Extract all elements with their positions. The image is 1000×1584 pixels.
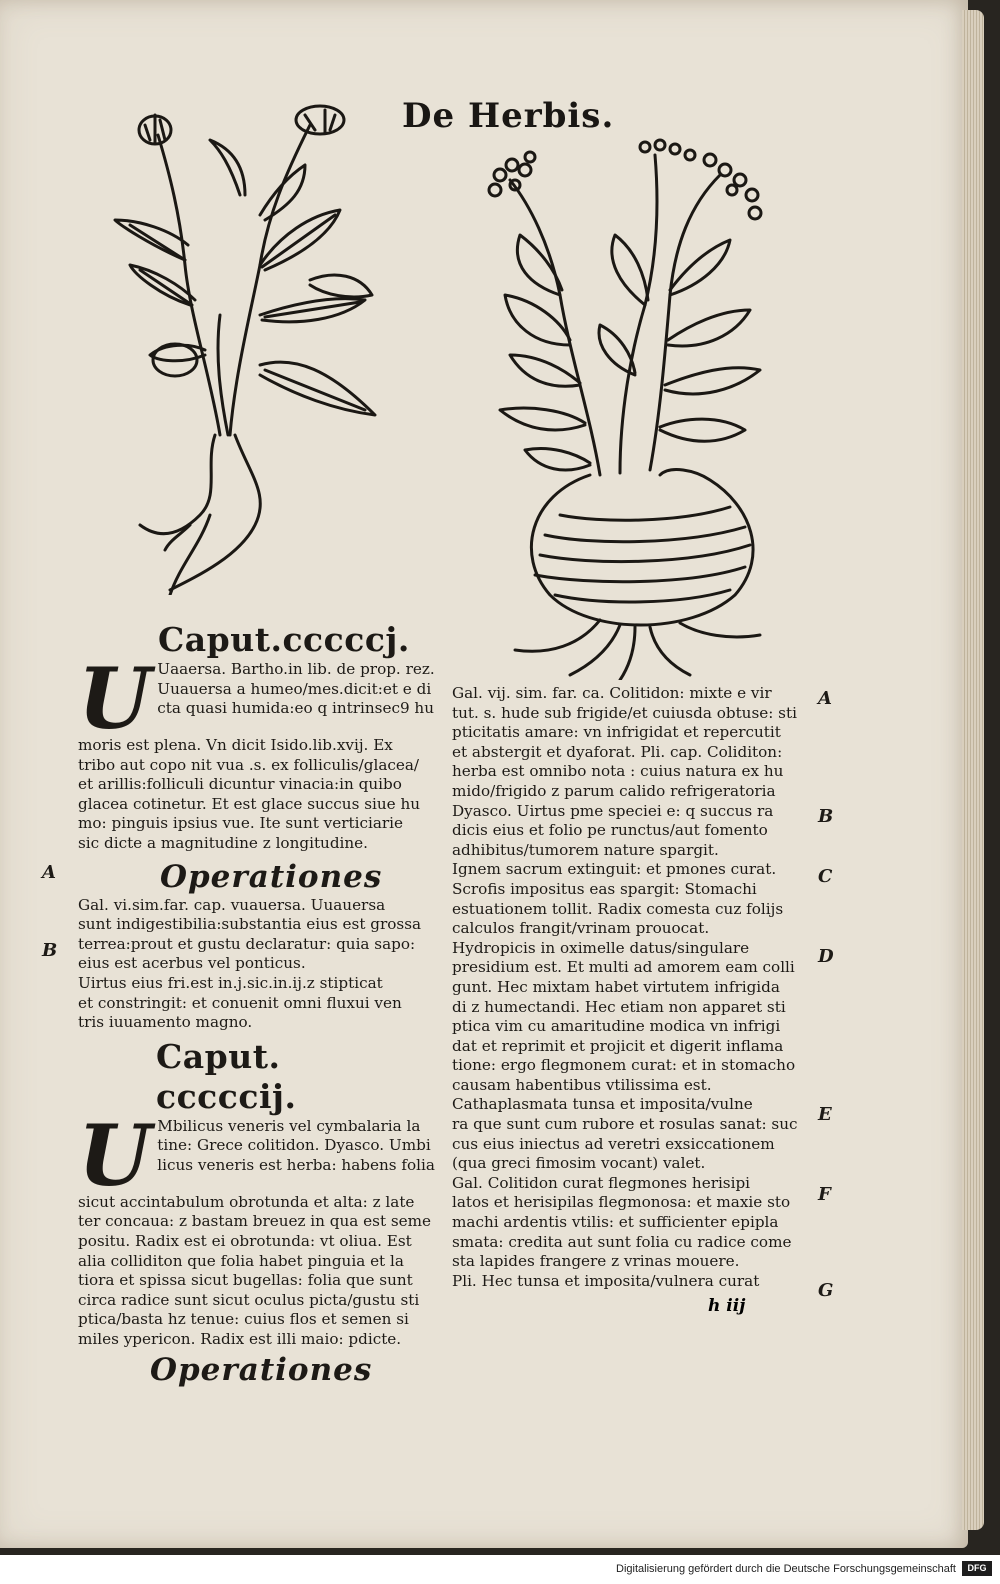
text-line: tris iuuamento magno. [78, 1013, 253, 1032]
margin-letter-right-e: E [818, 1104, 832, 1125]
text-line: herba est omnibo nota : cuius natura ex hu [452, 762, 784, 781]
text-line: sicut accintabulum obrotunda et alta: z late [78, 1192, 415, 1211]
woodcut-plant-right [470, 135, 780, 680]
left-column [78, 620, 435, 1389]
margin-letter-right-c: C [818, 866, 833, 887]
margin-letter-right-a: A [818, 688, 832, 709]
text-line: alia colliditon que folia habet pinguia et la [78, 1251, 404, 1270]
text-line: Hydropicis in oximelle datus/singulare [452, 938, 750, 957]
text-line: tut. s. hude sub frigide/et cuiusda obtuse: sti [452, 703, 797, 722]
text-line: glacea cotinetur. Et est glace succus siue hu [78, 794, 421, 813]
text-line: sic dicte a magnitudine z longitudine. [78, 833, 369, 852]
text-line: adhibitus/tumorem nature spargit. [452, 840, 719, 859]
operations-heading-2: Operationes [150, 1352, 373, 1389]
text-line: Gal. vi.sim.far. cap. vuauersa. Uuauersa [78, 895, 386, 914]
text-line: gunt. Hec mixtam habet virtutem infrigida [452, 977, 780, 996]
text-line: Pli. Hec tunsa et imposita/vulnera curat [452, 1271, 760, 1290]
text-line: ter concaua: z bastam breuez in qua est seme [78, 1212, 432, 1231]
margin-letter-left-a: A [42, 862, 56, 883]
text-line: di z humectandi. Hec etiam non apparet sti [452, 997, 786, 1016]
text-line: Uuauersa a humeo/mes.dicit:et e di [157, 679, 432, 698]
text-line: et constringit: et conuenit omni fluxui ven [78, 993, 402, 1012]
text-line: Cathaplasmata tunsa et imposita/vulne [452, 1095, 753, 1114]
text-line: eius est acerbus vel ponticus. [78, 954, 306, 973]
text-line: Scrofis impositus eas spargit: Stomachi [452, 879, 757, 898]
text-line: smata: credita aut sunt folia cu radice come [452, 1232, 792, 1251]
text-line: Dyasco. Uirtus pme speciei e: q succus ra [452, 801, 774, 820]
text-line: dicis eius et folio pe runctus/aut fomento [452, 821, 768, 840]
text-line: cus eius iniectus ad veretri exsiccationem [452, 1134, 775, 1153]
text-line: cta quasi humida:eo q intrinsec9 hu [157, 699, 434, 718]
text-line: estuationem tollit. Radix comesta cuz folijs [452, 899, 784, 918]
margin-letter-right-g: G [818, 1280, 834, 1301]
text-line: calculos frangit/vrinam prouocat. [452, 919, 710, 938]
text-line: sta lapides frangere z vrinas mouere. [452, 1252, 740, 1271]
text-line: dat et reprimit et projicit et digerit inflama [452, 1036, 784, 1055]
text-line: (qua greci fimosim vocant) valet. [452, 1154, 706, 1173]
signature-mark: h iij [708, 1296, 746, 1316]
text-line: tine: Grece colitidon. Dyasco. Umbi [157, 1136, 431, 1155]
right-column [452, 684, 802, 1291]
text-line: tione: ergo flegmonem curat: et in stomacho [452, 1056, 796, 1075]
text-line: mido/frigido z parum calido refrigeratoria [452, 781, 776, 800]
woodcut-plant-left [110, 95, 410, 595]
text-line: Mbilicus veneris vel cymbalaria la [157, 1116, 421, 1135]
text-line: moris est plena. Vn dicit Isido.lib.xvij. Ex [78, 736, 393, 754]
text-line: et abstergit et dyaforat. Pli. cap. Coliditon: [452, 742, 783, 761]
chapter-1-body [78, 649, 435, 854]
text-line: ptica vim cu amaritudine modica vn infrigi [452, 1017, 781, 1036]
drop-initial-1: U [78, 649, 152, 748]
text-line: Uirtus eius fri.est in.j.sic.in.ij.z stipticat [78, 973, 383, 992]
text-line: ptica/basta hz tenue: cuius flos et semen si [78, 1310, 409, 1329]
text-line: tribo aut copo nit vua .s. ex folliculis/glacea/ [78, 755, 420, 774]
text-line: tiora et spissa sicut bugellas: folia que sunt [78, 1271, 413, 1290]
text-line: Ignem sacrum extinguit: et pmones curat. [452, 860, 777, 879]
text-line: terrea:prout et gustu declaratur: quia sapo: [78, 934, 416, 953]
dfg-logo: DFG [962, 1561, 992, 1576]
text-line: ra que sunt cum rubore et rosulas sanat: suc [452, 1115, 798, 1134]
margin-letter-right-d: D [818, 946, 834, 967]
text-line: positu. Radix est ei obrotunda: vt oliua. Est [78, 1231, 412, 1250]
text-line: Gal. Colitidon curat flegmones herisipi [452, 1173, 751, 1192]
text-line: licus veneris est herba: habens folia [157, 1155, 435, 1174]
text-line: miles ypericon. Radix est illi maio: pdicte. [78, 1329, 402, 1348]
chapter-2-body [78, 1105, 435, 1350]
chapter-heading-2: Caput. cccccij. [156, 1036, 297, 1116]
text-line: mo: pinguis ipsius vue. Ite sunt verticiarie [78, 814, 403, 833]
margin-letter-right-f: F [818, 1184, 831, 1205]
drop-initial-2: U [78, 1105, 152, 1205]
operations-heading-1: Operationes [160, 858, 383, 895]
text-line: et arillis:folliculi dicuntur vinacia:in quibo [78, 775, 402, 794]
footer-credit: Digitalisierung gefördert durch die Deutsche Forschungsgemeinschaft [616, 1563, 956, 1575]
page-edge [962, 10, 984, 1530]
text-line: presidium est. Et multi ad amorem eam colli [452, 958, 795, 977]
margin-letter-left-b: B [42, 940, 58, 961]
text-line: Uaaersa. Bartho.in lib. de prop. rez. [157, 660, 435, 678]
text-line: Gal. vij. sim. far. ca. Colitidon: mixte e vir [452, 684, 772, 702]
chapter-heading-1: Caput.cccccj. [158, 620, 410, 659]
margin-letter-right-b: B [818, 806, 834, 827]
text-line: circa radice sunt sicut oculus picta/gustu sti [78, 1290, 420, 1309]
text-line: latos et herisipilas flegmonosa: et maxie sto [452, 1193, 791, 1212]
operations-1-body [78, 896, 428, 1033]
text-line: machi ardentis vtilis: et sufficienter epipla [452, 1213, 779, 1232]
page-title: De Herbis. [402, 96, 615, 136]
text-line: pticitatis amare: vn infrigidat et repercutit [452, 723, 781, 742]
text-line: causam habentibus vtilissima est. [452, 1075, 712, 1094]
text-line: sunt indigestibilia:substantia eius est grossa [78, 915, 422, 934]
